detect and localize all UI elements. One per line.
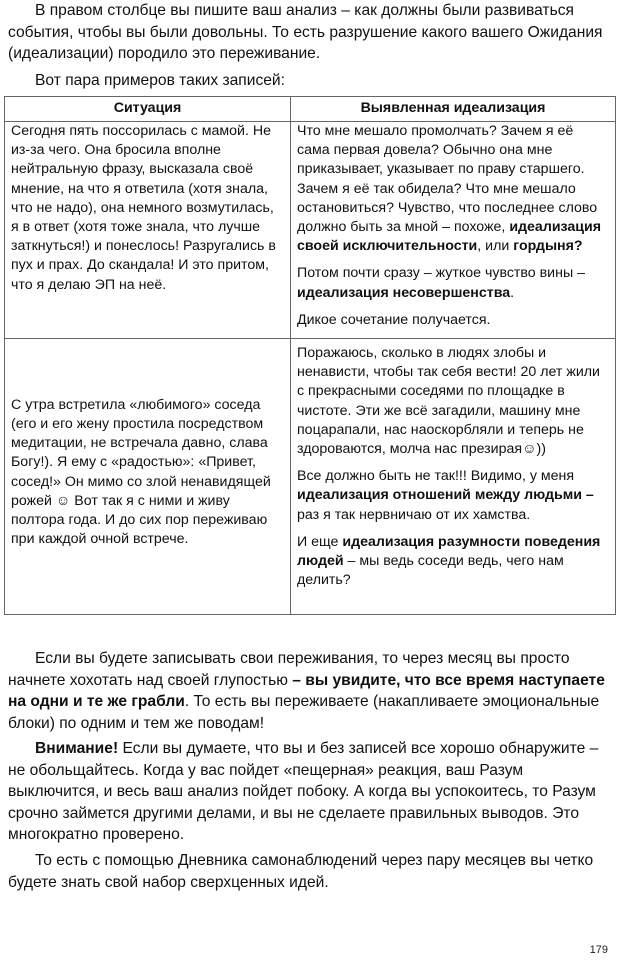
- page-number: 179: [589, 944, 608, 956]
- highlighted-idealization: идеализация несовершенства: [297, 284, 511, 301]
- highlighted-idealization: идеализация разумности поведения людей: [297, 533, 601, 570]
- situation-text: Сегодня пять поссорилась с мамой. Не из-за чего. Она бросила вполне нейтральную фразу, высказала своё мнение, на что я ответила (хотя знала, что не надо), она немного возмутилась, я в ответ (хотя тоже знала, что лучше заткнуться!) и понеслось! Разругались в пух и прах. До скандала! И это притом, что я делаю ЭП на неё.: [11, 123, 276, 293]
- highlighted-idealization: гордыня?: [513, 238, 583, 255]
- idealization-cell: [291, 339, 616, 615]
- analysis-paragraph: Дикое сочетание получается.: [297, 311, 491, 328]
- warning-paragraph: Внимание! Если вы думаете, что вы и без записей все хорошо обнаружите – не обольщайтесь. Когда у вас пойдет «пещерная» реакция, ваш Разум выключится, и весь ваш анализ пойдет побоку. А когда вы успокоитесь, то Разум срочно займется другими делами, и вы не сделаете правильных выводов. Это многократно проверено.: [8, 740, 599, 843]
- table-row: [5, 339, 616, 615]
- highlighted-idealization: идеализация отношений между людьми –: [297, 487, 594, 504]
- table-row: [5, 122, 616, 339]
- analysis-paragraph: И еще идеализация разумности поведения людей – мы ведь соседи ведь, чего нам делить?: [297, 533, 601, 589]
- highlighted-idealization: идеализация своей исключительности: [297, 219, 602, 255]
- conclusion-paragraph: То есть с помощью Дневника самонаблюдений через пару месяцев вы четко будете знать свой набор сверхценных идей.: [8, 852, 594, 891]
- situation-cell: [5, 339, 291, 615]
- idealization-cell: [291, 122, 616, 339]
- warning-label: Внимание!: [35, 740, 119, 757]
- analysis-paragraph: Что мне мешало промолчать? Зачем я её сама первая довела? Обычно она мне приказывает, указывает по праву старшего. Зачем я её так обидела? Что мне мешало остановиться? Чувство, что последнее слово должно быть за мной – похоже, идеализация своей исключительности, или гордыня?: [297, 123, 602, 255]
- situation-text: С утра встретила «любимого» соседа (его и его жену простила посредством медитации, не встречала давно, слава Богу!). Я ему с «радостью»: «Привет, сосед!» Он мимо со злой ненавидящей рожей ☺ Вот так я с ними и живу полтора года. И до сих пор переживаю при каждой очной встрече.: [11, 396, 271, 548]
- body-paragraph: Если вы будете записывать свои переживания, то через месяц вы просто начнете хохотать над своей глупостью – вы увидите, что все время наступаете на одни и те же грабли. То есть вы переживаете (накапливаете эмоциональные блоки) по одним и тем же поводам!: [8, 650, 605, 732]
- examples-table: [4, 96, 616, 615]
- analysis-paragraph: Потом почти сразу – жуткое чувство вины – идеализация несовершенства.: [297, 265, 585, 301]
- analysis-paragraph: Все должно быть не так!!! Видимо, у меня идеализация отношений между людьми – раз я так нервничаю от их хамства.: [297, 468, 594, 523]
- table-header-row: [5, 97, 616, 122]
- intro-paragraph: В правом столбце вы пишите ваш анализ – как должны были развиваться события, чтобы вы были довольны. То есть разрушение какого вашего Ожидания (идеализации) породило это переживание.: [8, 2, 603, 62]
- examples-lead: Вот пара примеров таких записей:: [35, 72, 285, 89]
- header-situation: Ситуация: [5, 97, 291, 122]
- analysis-paragraph: Поражаюсь, сколько в людях злобы и ненависти, чтобы так себя вести! 20 лет жили с прекрасными соседями по площадке в чистоте. Эти же всё загадили, машину мне поцарапали, нас наоскорбляли и теперь не здороваются, молча нас презирая☺)): [297, 345, 600, 458]
- header-idealization: Выявленная идеализация: [291, 97, 616, 122]
- situation-cell: [5, 122, 291, 339]
- key-insight: – вы увидите, что все время наступаете на одни и те же грабли: [8, 671, 605, 710]
